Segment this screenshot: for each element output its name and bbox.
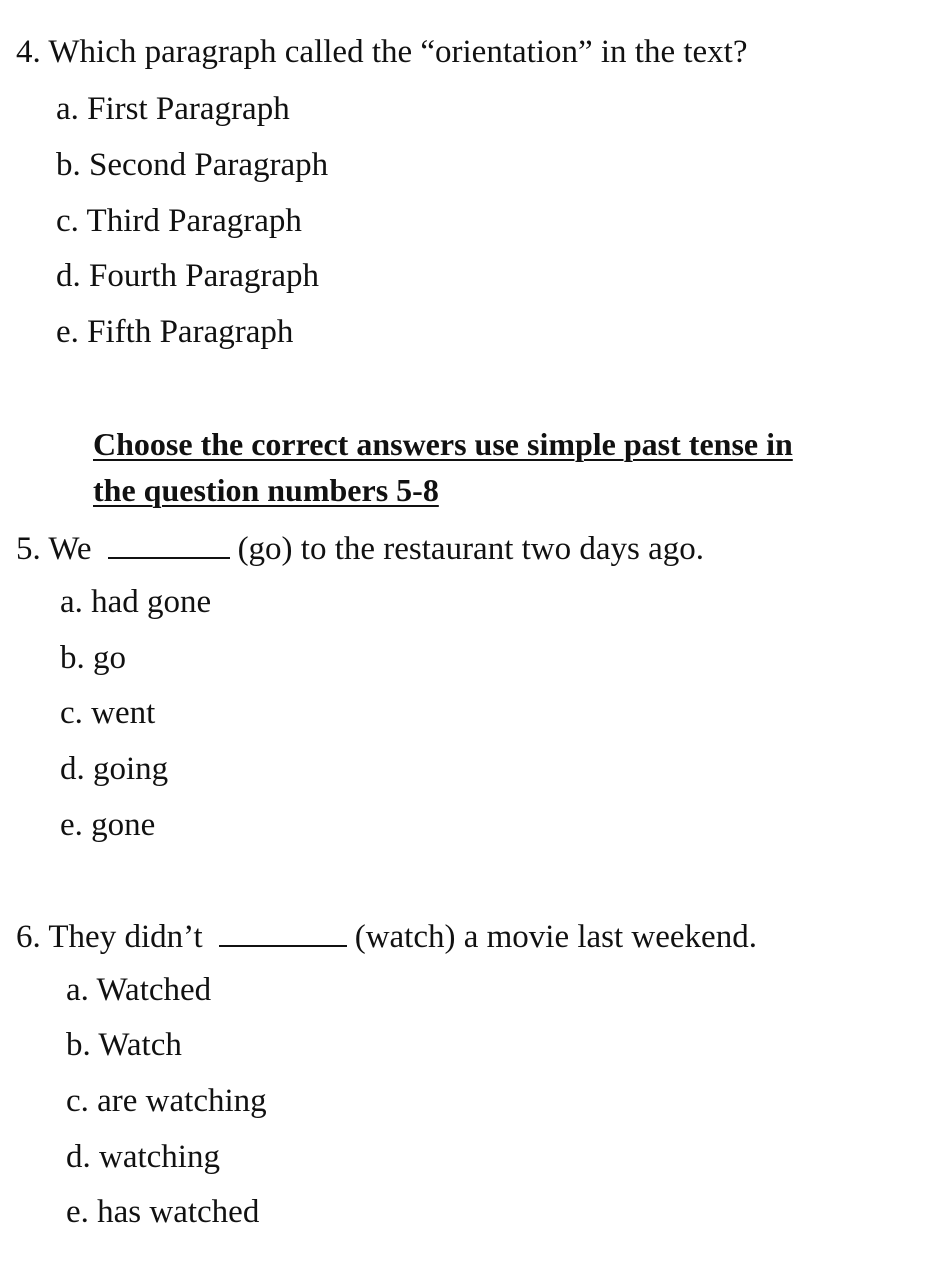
question-5-prefix: 5. We [16,531,92,567]
option-5a: a. had gone [60,584,212,620]
option-6a: a. Watched [66,972,212,1008]
answer-blank-6 [219,915,347,947]
question-6-prefix: 6. They didn’t [16,919,203,955]
question-5-text [16,527,704,569]
option-4a: a. First Paragraph [56,91,290,127]
option-4d: d. Fourth Paragraph [56,258,320,294]
instruction-line-2: the question numbers 5-8 [93,472,439,508]
option-5d: d. going [60,751,169,787]
option-6e: e. has watched [66,1194,260,1230]
option-5b: b. go [60,640,126,676]
option-6b: b. Watch [66,1027,182,1063]
question-5-suffix: (go) to the restaurant two days ago. [237,531,705,567]
option-6c: c. are watching [66,1083,267,1119]
question-6-text [16,915,757,957]
option-4b: b. Second Paragraph [56,147,329,183]
answer-blank-5 [108,527,230,559]
option-5e: e. gone [60,807,156,843]
option-6d: d. watching [66,1139,220,1175]
instruction-line-1: Choose the correct answers use simple past tense in [93,426,793,462]
option-4c: c. Third Paragraph [56,203,302,239]
option-5c: c. went [60,695,156,731]
question-4-text: 4. Which paragraph called the “orientation” in the text? [16,34,748,70]
option-4e: e. Fifth Paragraph [56,314,294,350]
question-6-suffix: (watch) a movie last weekend. [354,919,757,955]
